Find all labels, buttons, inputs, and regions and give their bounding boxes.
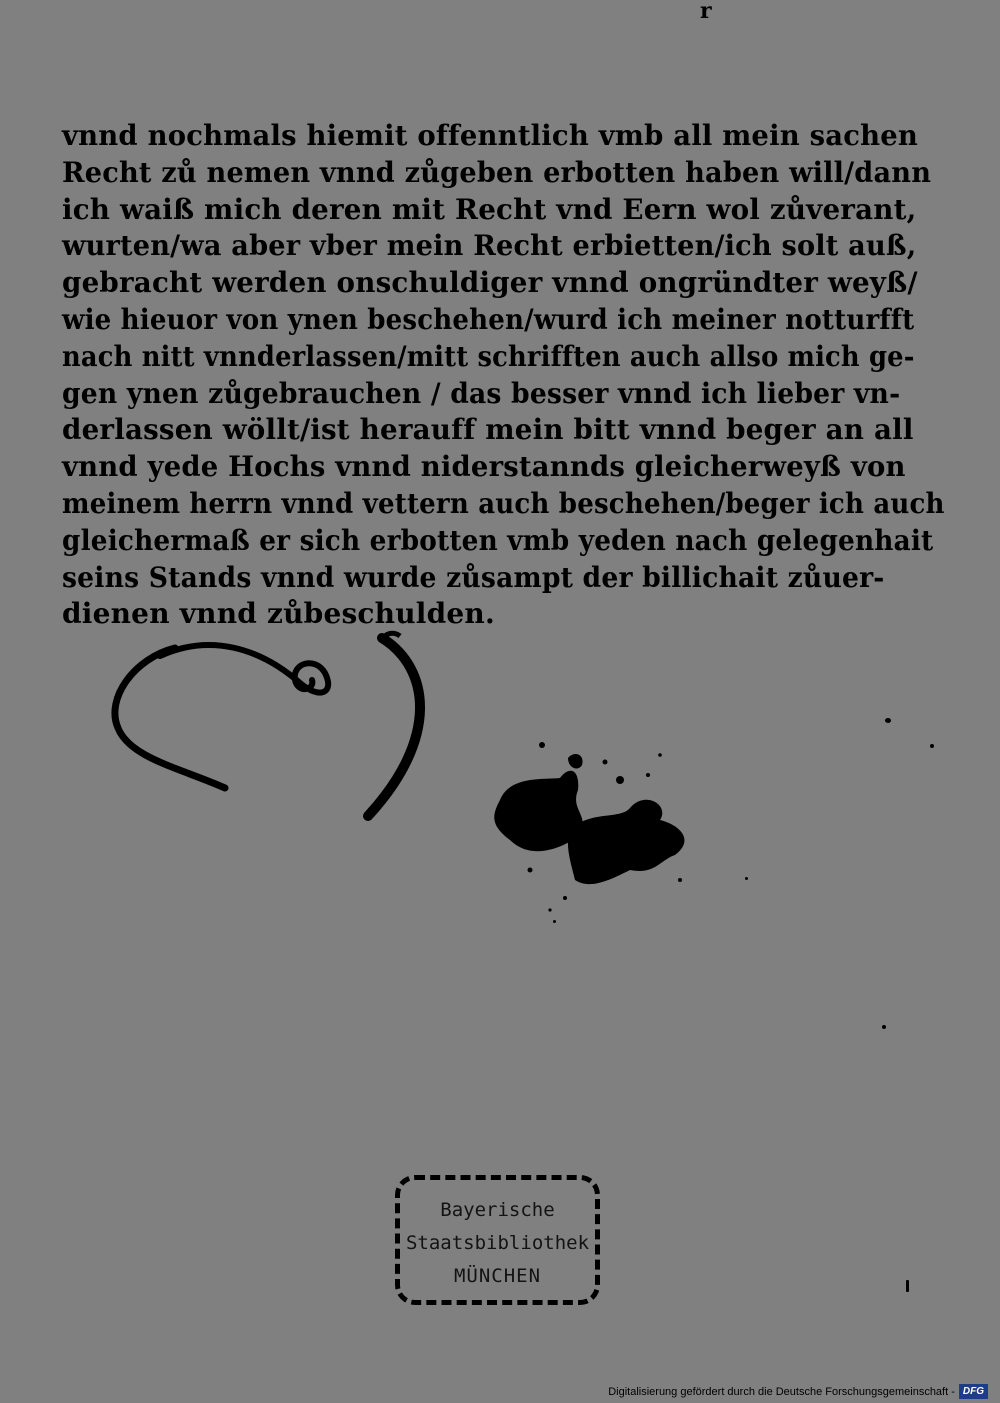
ink-speck: [906, 1280, 909, 1292]
stamp-line: Bayerische: [440, 1199, 555, 1221]
funding-footer: [608, 1384, 988, 1399]
ink-speck: [885, 718, 891, 723]
text-line: wie hieuor von ynen beschehen/wurd ich meiner notturfft: [62, 302, 915, 336]
body-text: [62, 118, 945, 633]
text-line: vnnd nochmals hiemit offenntlich vmb all mein sachen: [62, 119, 919, 152]
stamp-line: Staatsbibliothek: [405, 1232, 590, 1254]
stamp-line: MÜNCHEN: [453, 1265, 542, 1287]
dfg-logo-icon: DFG: [959, 1384, 988, 1399]
text-line: nach nitt vnnderlassen/mitt schrifften auch allso mich ge-: [62, 339, 915, 373]
flourish-ornament: [100, 628, 460, 828]
ink-blot: [470, 720, 730, 960]
page-mark: r: [700, 0, 712, 24]
text-line: dienen vnnd zůbeschulden.: [62, 597, 495, 631]
text-line: gleichermaß er sich erbotten vmb yeden nach gelegenhait: [62, 523, 934, 557]
text-line: vnnd yede Hochs vnnd niderstannds gleicherweyß von: [62, 450, 906, 484]
text-line: seins Stands vnnd wurde zůsampt der billichait zůuer-: [62, 560, 885, 594]
footer-text: Digitalisierung gefördert durch die Deutsche Forschungsgemeinschaft -: [608, 1385, 955, 1398]
text-line: meinem herrn vnnd vettern auch beschehen/beger ich auch: [62, 486, 945, 520]
text-line: wurten/wa aber vber mein Recht erbietten/ich solt auß,: [62, 229, 917, 263]
ink-speck: [930, 744, 934, 748]
ink-speck: [745, 877, 748, 880]
text-line: Recht zů nemen vnnd zůgeben erbotten haben will/dann: [62, 155, 932, 189]
text-line: derlassen wöllt/ist herauff mein bitt vnnd beger an all: [62, 413, 914, 447]
text-line: ich waiß mich deren mit Recht vnd Eern wol zůverant,: [62, 192, 917, 226]
library-stamp: [395, 1175, 600, 1305]
ink-speck: [553, 920, 556, 923]
text-line: gebracht werden onschuldiger vnnd ongründter weyß/: [62, 266, 918, 300]
ink-speck: [882, 1025, 886, 1029]
text-line: gen ynen zůgebrauchen / das besser vnnd ich lieber vn-: [62, 376, 901, 410]
